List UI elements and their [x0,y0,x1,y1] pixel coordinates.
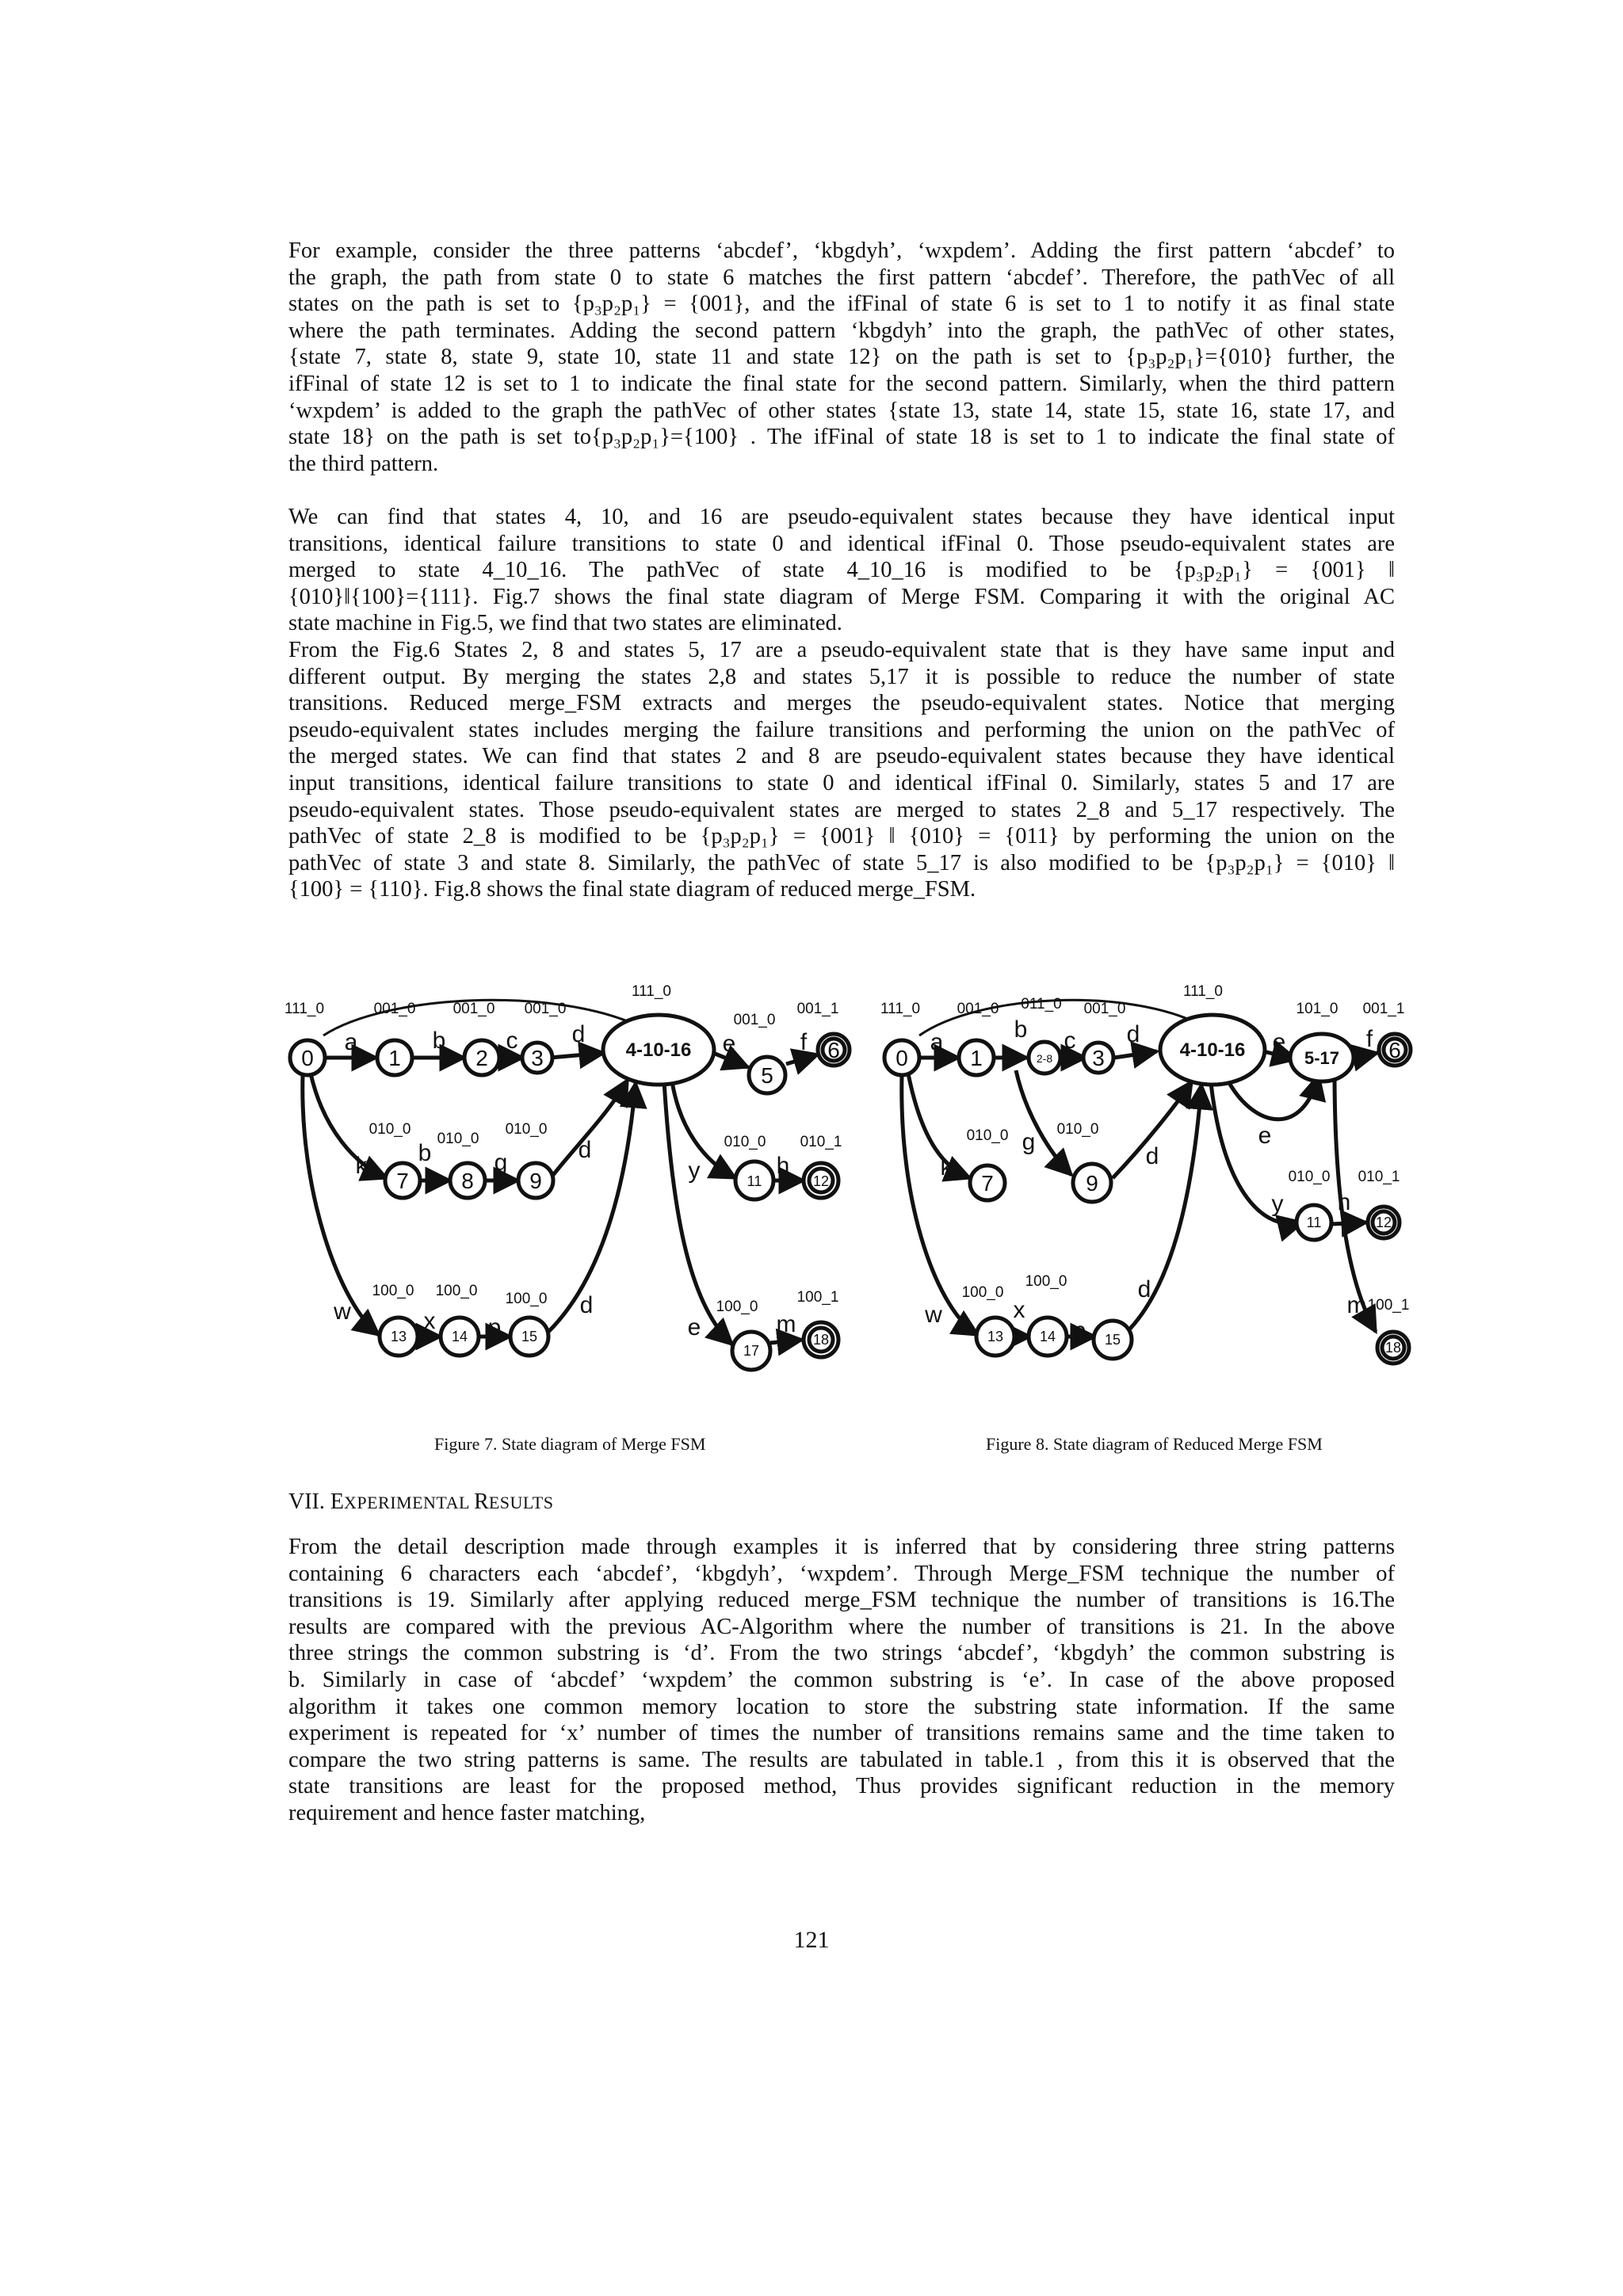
pathvec-label: 100_0 [961,1284,1004,1301]
edge-label: g [1022,1129,1036,1155]
figure-8-reduced-merge-fsm-diagram [880,971,1414,1414]
state-label: 5 [761,1063,773,1088]
text-line: state 18} on the path is set to{p₃p₂p₁}={100} . The ifFinal of state 18 is set to 1 to indicate the final state of [288,425,1395,450]
pathvec-label: 111_0 [284,1001,325,1017]
pathvec-label: 100_1 [1367,1297,1410,1314]
text-line: different output. By merging the states 2,8 and states 5,17 it is possible to reduce the number of state [288,664,1395,689]
heading-smallcaps: XPERIMENTAL [343,1493,475,1512]
edge-label: f [1365,1026,1373,1052]
edge-label: h [1337,1189,1351,1215]
pathvec-label: 010_0 [966,1127,1009,1144]
state-label: 8 [461,1169,474,1193]
state-label: 12 [812,1173,830,1189]
text-line: requirement and hence faster matching, [288,1800,646,1825]
edge-label: c [1064,1028,1076,1054]
pathvec-label: 010_1 [1358,1169,1400,1185]
edge-label: e [1272,1029,1286,1055]
text-line: results are compared with the previous AC-Algorithm where the number of transitions is 21. In the above [288,1614,1395,1639]
state-label: 2 [475,1046,488,1070]
edge-label: k [355,1153,368,1179]
edge-label: x [423,1308,436,1334]
text-line: three strings the common substring is ‘d’. From the two strings ‘abcdef’, ‘kbgdyh’ the common substring is [288,1641,1395,1666]
pathvec-label: 010_0 [1056,1121,1099,1138]
edge-label: e [1258,1123,1272,1149]
text-line: state machine in Fig.5, we find that two states are eliminated. [288,611,842,636]
state-label: 4-10-16 [625,1039,692,1061]
pathvec-label: 100_0 [716,1299,758,1315]
figure-7-caption: Figure 7. State diagram of Merge FSM [434,1434,706,1454]
pathvec-label: 001_0 [453,1001,495,1017]
state-label: 6 [1388,1038,1401,1062]
state-label: 11 [1306,1215,1322,1230]
text-line: transitions, identical failure transitions to state 0 and identical ifFinal 0. Those pseudo-equivalent states are [288,531,1395,556]
state-label: 14 [451,1329,468,1344]
pathvec-label: 010_1 [800,1134,842,1150]
state-label: 12 [1375,1215,1392,1230]
state-label: 18 [1384,1340,1402,1356]
state-label: 4-10-16 [1179,1039,1246,1061]
state-label: 15 [521,1329,538,1344]
edge-label: g [494,1150,508,1176]
edge-label: m [1346,1292,1367,1318]
text-line: ‘wxpdem’ is added to the graph the pathVec of other states {state 13, state 14, state 15, state 16, state 17, and [288,398,1395,423]
state-label: 15 [1104,1332,1121,1348]
text-line: ifFinal of state 12 is set to 1 to indicate the final state for the second pattern. Similarly, when the third pattern [288,371,1395,396]
pathvec-label: 111_0 [1182,983,1224,1000]
pathvec-label: 010_0 [1288,1169,1331,1185]
text-line: input transitions, identical failure transitions to state 0 and identical ifFinal 0. Similarly, states 5 and 17 are [288,770,1395,795]
edge-label: e [687,1314,701,1341]
paragraph-pseudo-equivalent [288,504,1395,637]
text-line: We can find that states 4, 10, and 16 are pseudo-equivalent states because they have identical input [288,505,1395,529]
state-label: 14 [1039,1329,1056,1344]
edge-label: d [578,1137,592,1163]
state-label: 17 [743,1343,760,1359]
text-line: transitions is 19. Similarly after applying reduced merge_FSM technique the number of transitions is 16.The [288,1588,1395,1613]
state-label: 0 [896,1046,908,1070]
edge-label: b [432,1028,446,1054]
edge-label: b [1014,1016,1028,1043]
state-label: 1 [970,1046,983,1070]
text-line: {010}‖{100}={111}. Fig.7 shows the final state diagram of Merge FSM. Comparing it with the original AC [288,584,1395,609]
state-label: 2-8 [1036,1052,1053,1065]
text-line: algorithm it takes one common memory location to store the substring state information. If the same [288,1694,1395,1719]
state-label: 0 [301,1046,314,1070]
state-label: 7 [396,1169,409,1193]
edge-label: a [344,1029,358,1055]
text-line: transitions. Reduced merge_FSM extracts and merges the pseudo-equivalent states. Notice that merging [288,691,1395,716]
figure-7-merge-fsm-diagram [284,971,846,1414]
pathvec-label: 010_0 [437,1131,479,1147]
state-label: 18 [812,1332,830,1348]
text-line: pseudo-equivalent states includes merging the failure transitions and performing the union on the pathVec of [288,717,1395,742]
edge-label: p [1072,1318,1086,1344]
pathvec-label: 100_0 [505,1291,548,1307]
text-line: b. Similarly in case of ‘abcdef’ ‘wxpdem’ the common substring is ‘e’. In case of the above proposed [288,1667,1395,1692]
edge-label: h [776,1153,790,1179]
pathvec-label: 001_0 [733,1012,776,1028]
paragraph-experimental-results [288,1534,1395,1827]
pathvec-label: 010_0 [724,1134,766,1150]
edge-label: y [688,1158,701,1184]
heading-smallcaps: ESULTS [488,1493,554,1512]
edge-label: a [930,1029,944,1055]
paragraph-example [288,238,1395,477]
edge-label: k [940,1154,953,1180]
pathvec-label: 001_0 [1083,1001,1126,1017]
section-heading [288,1489,553,1515]
text-line: states on the path is set to {p₃p₂p₁} = {001}, and the ifFinal of state 6 is set to 1 to notify it as final state [288,292,1395,317]
text-line: where the path terminates. Adding the second pattern ‘kbgdyh’ into the graph, the pathVec of other states, [288,318,1395,343]
edge-label: w [925,1302,942,1328]
pathvec-label: 001_0 [373,1001,416,1017]
text-line: compare the two string patterns is same. The results are tabulated in table.1 , from this it is observed that the [288,1747,1395,1772]
pathvec-label: 011_0 [1021,996,1062,1013]
pathvec-label: 001_1 [1362,1001,1405,1017]
text-line: {state 7, state 8, state 9, state 10, state 11 and state 12} on the path is set to {p₃p₂p₁}={010} further, the [288,345,1395,370]
edge-label: b [418,1140,432,1166]
edge-label: y [1271,1191,1284,1217]
pathvec-label: 111_0 [631,983,672,1000]
pathvec-label: 100_0 [372,1283,414,1299]
text-line: containing 6 characters each ‘abcdef’, ‘kbgdyh’, ‘wxpdem’. Through Merge_FSM technique the number of [288,1561,1395,1586]
text-line: merged to state 4_10_16. The pathVec of state 4_10_16 is modified to be {p₃p₂p₁} = {001} ‖ [288,558,1395,583]
paragraph-reduced-merge [288,637,1395,903]
pathvec-label: 001_0 [957,1001,999,1017]
state-label: 13 [987,1329,1004,1344]
state-label: 13 [390,1329,407,1344]
pathvec-label: 001_0 [524,1001,567,1017]
pathvec-label: 100_0 [1025,1273,1067,1290]
pathvec-label: 010_0 [505,1121,548,1138]
pathvec-label: 101_0 [1296,1001,1338,1017]
state-label: 9 [529,1169,542,1193]
state-label: 5-17 [1304,1048,1340,1068]
state-label: 11 [747,1173,762,1189]
pathvec-label: 111_0 [880,1001,921,1017]
text-line: the graph, the path from state 0 to state 6 matches the first pattern ‘abcdef’. Therefore, the pathVec of all [288,265,1395,290]
edge-label: m [776,1311,796,1337]
text-line: For example, consider the three patterns ‘abcdef’, ‘kbgdyh’, ‘wxpdem’. Adding the first pattern ‘abcdef’ to [288,238,1395,263]
text-line: pathVec of state 2_8 is modified to be {p₃p₂p₁} = {001} ‖ {010} = {011} by performing the union on the [288,824,1395,849]
text-line: From the detail description made through examples it is inferred that by considering three string patterns [288,1535,1395,1559]
edge-label: w [334,1299,351,1325]
pathvec-label: 100_1 [796,1289,839,1306]
state-label: 3 [531,1046,544,1070]
edge-label: c [506,1028,518,1054]
text-line: state transitions are least for the proposed method, Thus provides significant reduction in the memory [288,1774,1395,1799]
heading-letter: E [330,1489,344,1514]
page-number: 121 [793,1927,830,1953]
state-label: 3 [1092,1046,1105,1070]
edge-label: d [1126,1021,1140,1047]
text-line: pseudo-equivalent states. Those pseudo-equivalent states are merged to states 2_8 and 5_17 respectively. The [288,797,1395,822]
state-label: 9 [1086,1171,1098,1196]
edge-label: p [487,1314,502,1341]
state-label: 7 [981,1171,994,1196]
edge-label: f [800,1029,808,1055]
edge-label: d [1137,1276,1151,1302]
pathvec-label: 100_0 [435,1283,478,1299]
text-line: {100} = {110}. Fig.8 shows the final state diagram of reduced merge_FSM. [288,877,976,902]
edge-label: x [1013,1297,1025,1323]
state-label: 6 [827,1038,840,1062]
edge-label: d [571,1021,586,1047]
text-line: pathVec of state 3 and state 8. Similarly, the pathVec of state 5_17 is also modified to be {p₃p₂p₁} = {010} ‖ [288,850,1395,875]
text-line: the third pattern. [288,451,439,476]
text-line: From the Fig.6 States 2, 8 and states 5, 17 are a pseudo-equivalent state that is they have same input and [288,638,1395,662]
pathvec-label: 001_1 [796,1001,839,1017]
heading-letter: R [474,1489,489,1514]
figure-8-caption: Figure 8. State diagram of Reduced Merge FSM [986,1434,1323,1454]
text-line: experiment is repeated for ‘x’ number of times the number of transitions remains same and the time taken to [288,1721,1395,1746]
edge-label: d [579,1292,594,1318]
edge-label: e [722,1031,736,1057]
section-number: VII. [288,1489,330,1514]
edge-label: d [1145,1143,1159,1169]
text-line: the merged states. We can find that states 2 and 8 are pseudo-equivalent states because they have identical [288,744,1395,769]
state-label: 1 [388,1046,401,1070]
pathvec-label: 010_0 [369,1121,411,1138]
